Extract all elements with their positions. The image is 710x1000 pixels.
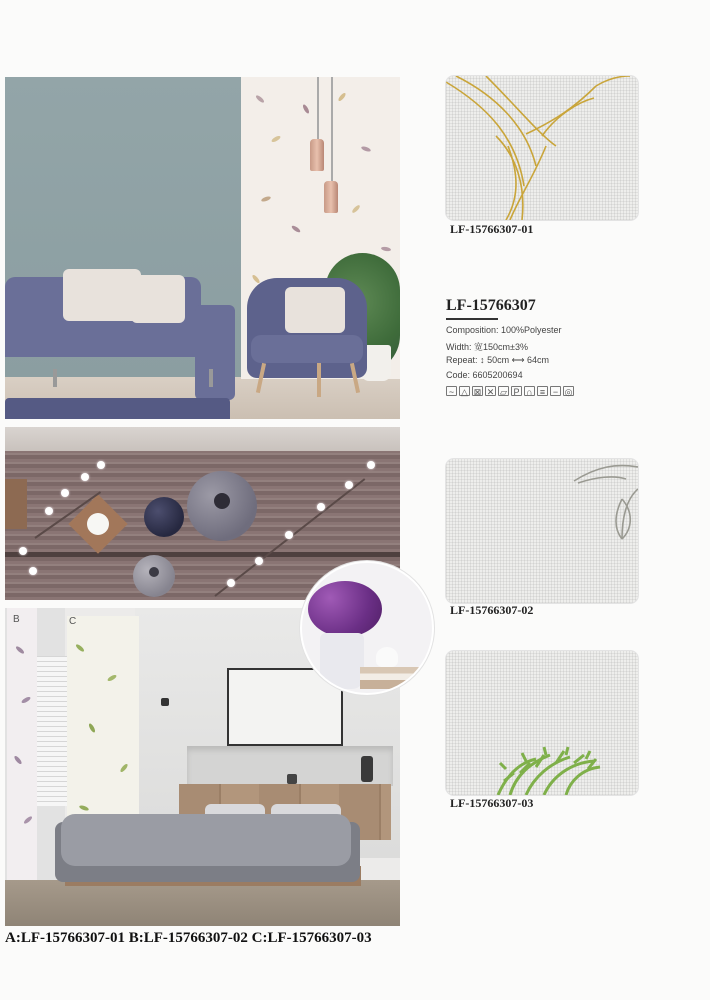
vertical-arrow-icon: ↕	[480, 355, 485, 365]
blossom	[285, 531, 293, 539]
wall-lamp	[161, 698, 169, 706]
blossom	[317, 503, 325, 511]
large-vase	[187, 471, 257, 541]
lantern	[5, 479, 27, 529]
blossom	[61, 489, 69, 497]
leaf-motif	[446, 651, 638, 795]
swatch-02-label: LF-15766307-02	[450, 603, 534, 617]
armchair-seat	[251, 335, 363, 363]
gold-leaf-lines	[446, 76, 630, 220]
no-wring-icon: ✕	[486, 387, 495, 397]
sofa-leg	[53, 369, 57, 387]
swatch-01-label: LF-15766307-01	[450, 222, 534, 236]
blossom	[255, 557, 263, 565]
sofa-leg	[209, 369, 213, 387]
flat-dry-icon: −	[550, 386, 561, 396]
blossom	[81, 473, 89, 481]
line-dry-icon: ≡	[537, 386, 548, 396]
blossom	[345, 481, 353, 489]
repeat-label: Repeat:	[446, 355, 478, 365]
curtain-b-label: B	[13, 614, 20, 625]
swatch-02	[446, 459, 638, 603]
swatch-03	[446, 651, 638, 795]
grey-leaf-lines	[574, 466, 638, 539]
duvet	[61, 814, 351, 866]
floor	[5, 880, 400, 926]
dark-vase	[144, 497, 184, 537]
hang-dry-icon: ∩	[524, 386, 535, 396]
no-bleach-icon: △	[459, 386, 470, 396]
horizontal-arrow-icon: ⟷	[511, 355, 525, 365]
pendant-lamp	[324, 181, 338, 213]
tumble-dry-icon: ◎	[564, 387, 573, 397]
composition-spec: Composition: 100%Polyester	[446, 325, 562, 335]
green-foliage	[498, 747, 600, 795]
repeat-spec	[446, 355, 549, 366]
curtain-b	[7, 608, 37, 890]
width-spec: Width: 宽150cm±3%	[446, 342, 528, 352]
sofa-cushion	[63, 269, 141, 321]
window-blind	[33, 656, 69, 806]
code-spec: Code: 6605200694	[446, 370, 523, 380]
leaf-motif	[446, 459, 638, 603]
elephant-figurine	[376, 647, 398, 667]
blossom	[227, 579, 235, 587]
repeat-horizontal: 64cm	[527, 355, 550, 365]
repeat-vertical: 50cm	[487, 355, 510, 365]
dry-clean-p-icon: P	[511, 386, 522, 396]
sofa-cushion	[131, 275, 185, 323]
iron-icon: ▱	[498, 386, 509, 396]
background-wall	[5, 427, 400, 451]
blossom	[19, 547, 27, 555]
blossom	[29, 567, 37, 575]
swatch-01	[446, 76, 638, 220]
living-room-photo	[5, 77, 400, 419]
swatch-03-label: LF-15766307-03	[450, 796, 534, 810]
product-title: LF-15766307	[446, 297, 536, 314]
sofa-seat	[5, 398, 230, 419]
decor-vase	[361, 756, 373, 782]
pendant-cord	[317, 77, 319, 139]
sofa-arm	[195, 305, 235, 400]
decor-object	[287, 774, 297, 784]
care-icons	[446, 386, 574, 396]
chair-leg	[317, 363, 321, 397]
pitcher-vase	[320, 633, 364, 689]
title-underline	[446, 318, 498, 320]
blossom	[97, 461, 105, 469]
pendant-cord	[331, 77, 333, 181]
blossom	[45, 507, 53, 515]
lilac-flowers	[308, 581, 382, 637]
curtain-c-label: C	[69, 616, 77, 627]
pendant-lamp	[310, 139, 324, 171]
small-vase	[133, 555, 175, 597]
blossom	[367, 461, 375, 469]
leaf-motif	[446, 76, 638, 220]
book-stack	[360, 667, 430, 689]
flower-vase-circle	[300, 561, 434, 695]
bottom-caption: A:LF-15766307-01 B:LF-15766307-02 C:LF-15766307-03	[5, 930, 372, 946]
no-tumble-dry-icon: ⊠	[473, 387, 482, 397]
wash-30-icon: ~	[446, 386, 457, 396]
armchair-cushion	[285, 287, 345, 333]
